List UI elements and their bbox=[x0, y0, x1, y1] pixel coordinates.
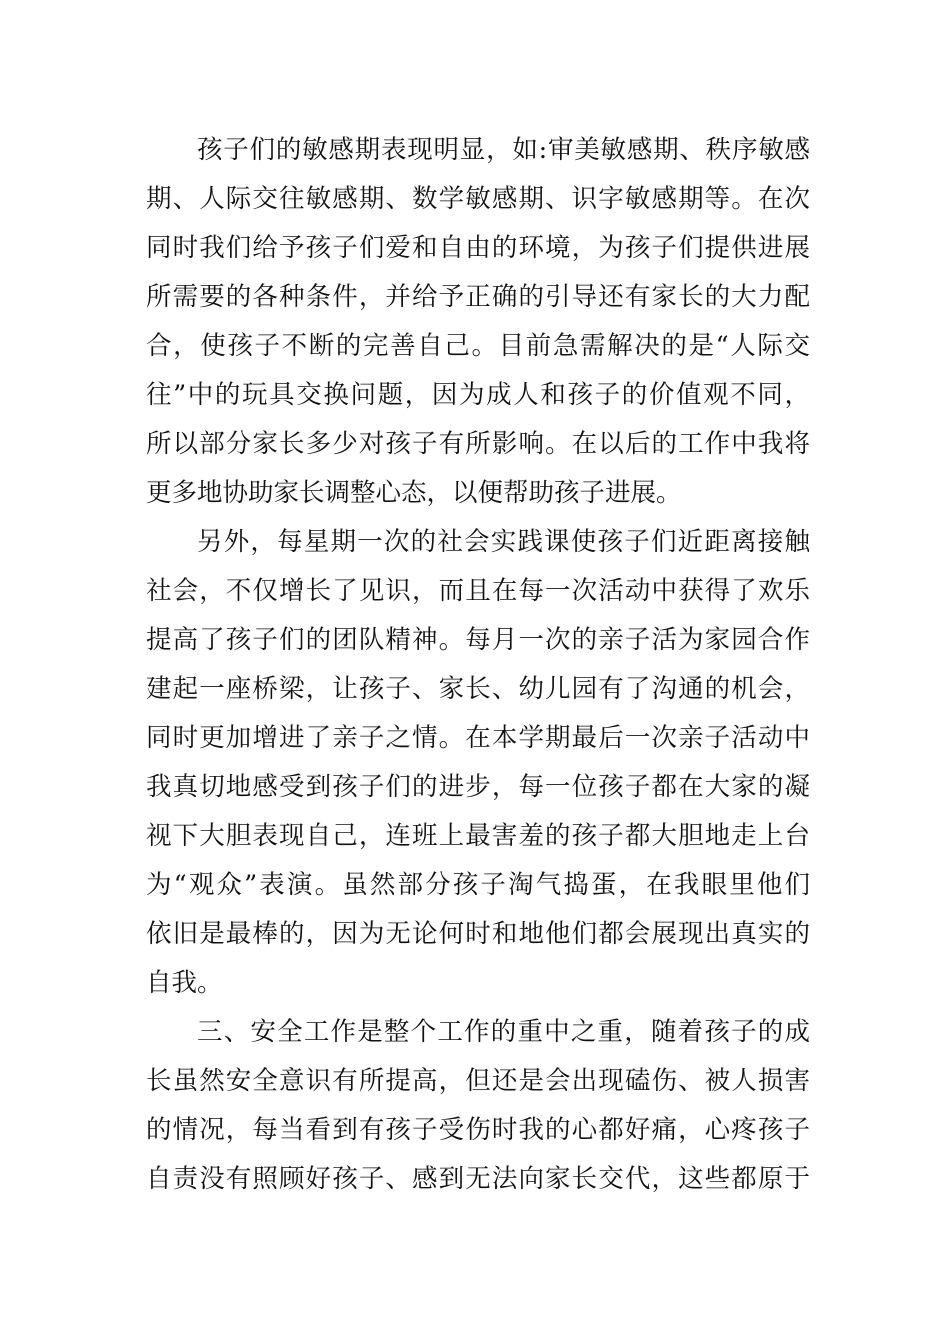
text-line: 另外，每星期一次的社会实践课使孩子们近距离接触 bbox=[197, 527, 810, 557]
text-line: 同时更加增进了亲子之情。在本学期最后一次亲子活动中 bbox=[146, 723, 810, 753]
text-line: 期、人际交往敏感期、数学敏感期、识字敏感期等。在次 bbox=[146, 184, 810, 214]
text-line: 提高了孩子们的团队精神。每月一次的亲子活为家园合作 bbox=[146, 625, 810, 655]
text-line: 为“观众”表演。虽然部分孩子淘气捣蛋，在我眼里他们 bbox=[146, 870, 810, 900]
text-line: 所需要的各种条件，并给予正确的引导还有家长的大力配 bbox=[146, 282, 810, 312]
text-line: 自责没有照顾好孩子、感到无法向家长交代，这些都原于 bbox=[146, 1164, 810, 1194]
text-line: 同时我们给予孩子们爱和自由的环境，为孩子们提供进展 bbox=[146, 233, 810, 263]
text-line: 三、安全工作是整个工作的重中之重，随着孩子的成 bbox=[197, 1017, 810, 1047]
text-line: 更多地协助家长调整心态，以便帮助孩子进展。 bbox=[146, 478, 682, 508]
text-line: 长虽然安全意识有所提高，但还是会出现磕伤、被人损害 bbox=[146, 1066, 810, 1096]
document-body bbox=[146, 126, 810, 1204]
text-line: 的情况，每当看到有孩子受伤时我的心都好痛，心疼孩子 bbox=[146, 1115, 810, 1145]
text-line: 依旧是最棒的，因为无论何时和地他们都会展现出真实的 bbox=[146, 919, 810, 949]
text-line: 所以部分家长多少对孩子有所影响。在以后的工作中我将 bbox=[146, 429, 810, 459]
text-line: 视下大胆表现自己，连班上最害羞的孩子都大胆地走上台 bbox=[146, 821, 810, 851]
text-line: 合，使孩子不断的完善自己。目前急需解决的是“人际交 bbox=[146, 331, 810, 361]
text-line: 孩子们的敏感期表现明显，如:审美敏感期、秩序敏感 bbox=[197, 135, 810, 165]
text-line: 我真切地感受到孩子们的进步，每一位孩子都在大家的凝 bbox=[146, 772, 810, 802]
text-line: 往”中的玩具交换问题，因为成人和孩子的价值观不同， bbox=[146, 380, 810, 410]
text-line: 建起一座桥梁，让孩子、家长、幼儿园有了沟通的机会， bbox=[146, 674, 810, 704]
paragraph-sensitive-periods bbox=[146, 126, 810, 518]
paragraph-social-practice bbox=[146, 518, 810, 1008]
text-line: 自我。 bbox=[146, 968, 223, 998]
paragraph-safety-work bbox=[146, 1008, 810, 1204]
text-line: 社会，不仅增长了见识，而且在每一次活动中获得了欢乐 bbox=[146, 576, 810, 606]
